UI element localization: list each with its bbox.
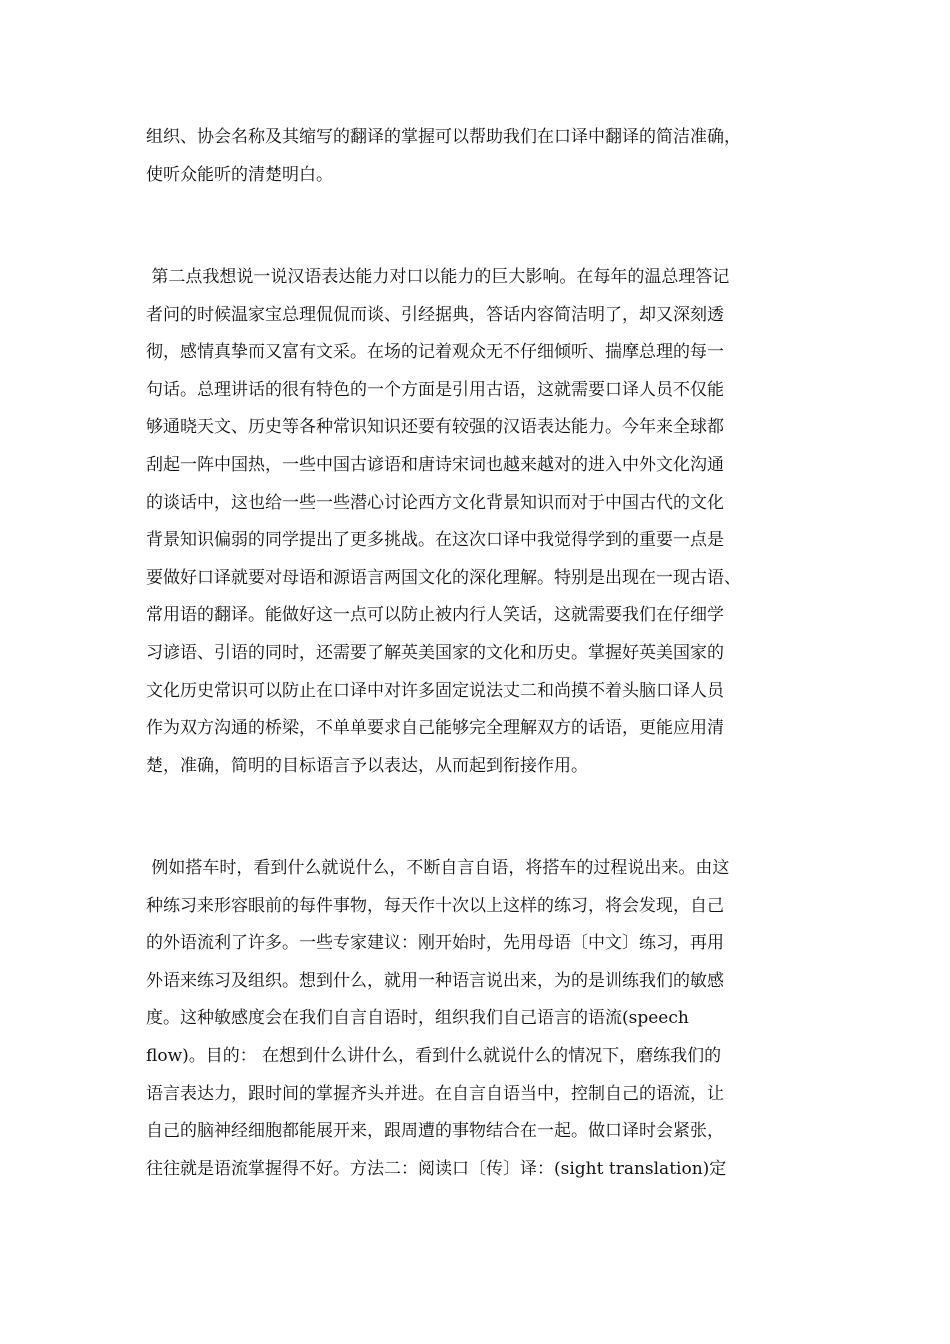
text-line: 自己的脑神经细胞都能展开来，跟周遭的事物结合在一起。做口译时会紧张， (146, 1121, 724, 1142)
text-line: 使听众能听的清楚明白。 (146, 164, 333, 185)
text-line: 要做好口译就要对母语和源语言两国文化的深化理解。特别是出现在一现古语、 (146, 567, 741, 588)
text-line: 的谈话中，这也给一些一些潜心讨论西方文化背景知识而对于中国古代的文化 (146, 492, 724, 513)
text-line: 彻，感情真挚而又富有文采。在场的记着观众无不仔细倾听、揣摩总理的每一 (146, 342, 724, 363)
text-line: 刮起一阵中国热，一些中国古谚语和唐诗宋词也越来越对的进入中外文化沟通 (146, 454, 724, 475)
text-line: 文化历史常识可以防止在口译中对许多固定说法丈二和尚摸不着头脑口译人员 (146, 680, 724, 701)
text-line: flow)。目的： 在想到什么讲什么，看到什么就说什么的情况下，磨练我们的 (146, 1045, 722, 1066)
paragraph-3 (146, 850, 826, 1188)
text-line: 度。这种敏感度会在我们自言自语时，组织我们自己语言的语流(speech (146, 1008, 689, 1029)
text-line: 种练习来形容眼前的每件事物，每天作十次以上这样的练习，将会发现，自己 (146, 895, 724, 916)
text-line: 背景知识偏弱的同学提出了更多挑战。在这次口译中我觉得学到的重要一点是 (146, 530, 724, 551)
text-line: 的外语流利了许多。一些专家建议：刚开始时，先用母语〔中文〕练习，再用 (146, 933, 724, 954)
text-line: 习谚语、引语的同时，还需要了解英美国家的文化和历史。掌握好英美国家的 (146, 642, 724, 663)
text-line: 组织、协会名称及其缩写的翻译的掌握可以帮助我们在口译中翻译的简洁准确， (146, 127, 741, 147)
text-line: 往往就是语流掌握得不好。方法二：阅读口〔传〕译：(sight translation)定 (146, 1158, 727, 1179)
text-line: 作为双方沟通的桥梁，不单单要求自己能够完全理解双方的话语，更能应用清 (146, 718, 724, 739)
text-line: 者问的时候温家宝总理侃侃而谈、引经据典，答话内容简洁明了，却又深刻透 (146, 304, 724, 325)
paragraph-2 (146, 259, 826, 785)
text-line: 句话。总理讲话的很有特色的一个方面是引用古语，这就需要口译人员不仅能 (146, 379, 724, 400)
paragraph-1 (146, 119, 826, 194)
text-line: 语言表达力，跟时间的掌握齐头并进。在自言自语当中，控制自己的语流，让 (146, 1083, 724, 1104)
text-line: 外语来练习及组织。想到什么，就用一种语言说出来，为的是训练我们的敏感 (146, 970, 724, 991)
text-line: 例如搭车时，看到什么就说什么，不断自言自语，将搭车的过程说出来。由这 (146, 858, 730, 878)
text-line: 第二点我想说一说汉语表达能力对口以能力的巨大影响。在每年的温总理答记 (146, 267, 730, 287)
text-line: 常用语的翻译。能做好这一点可以防止被内行人笑话，这就需要我们在仔细学 (146, 605, 724, 626)
text-line: 楚，准确，简明的目标语言予以表达，从而起到衔接作用。 (146, 755, 588, 776)
text-line: 够通晓天文、历史等各种常识知识还要有较强的汉语表达能力。今年来全球都 (146, 417, 724, 438)
